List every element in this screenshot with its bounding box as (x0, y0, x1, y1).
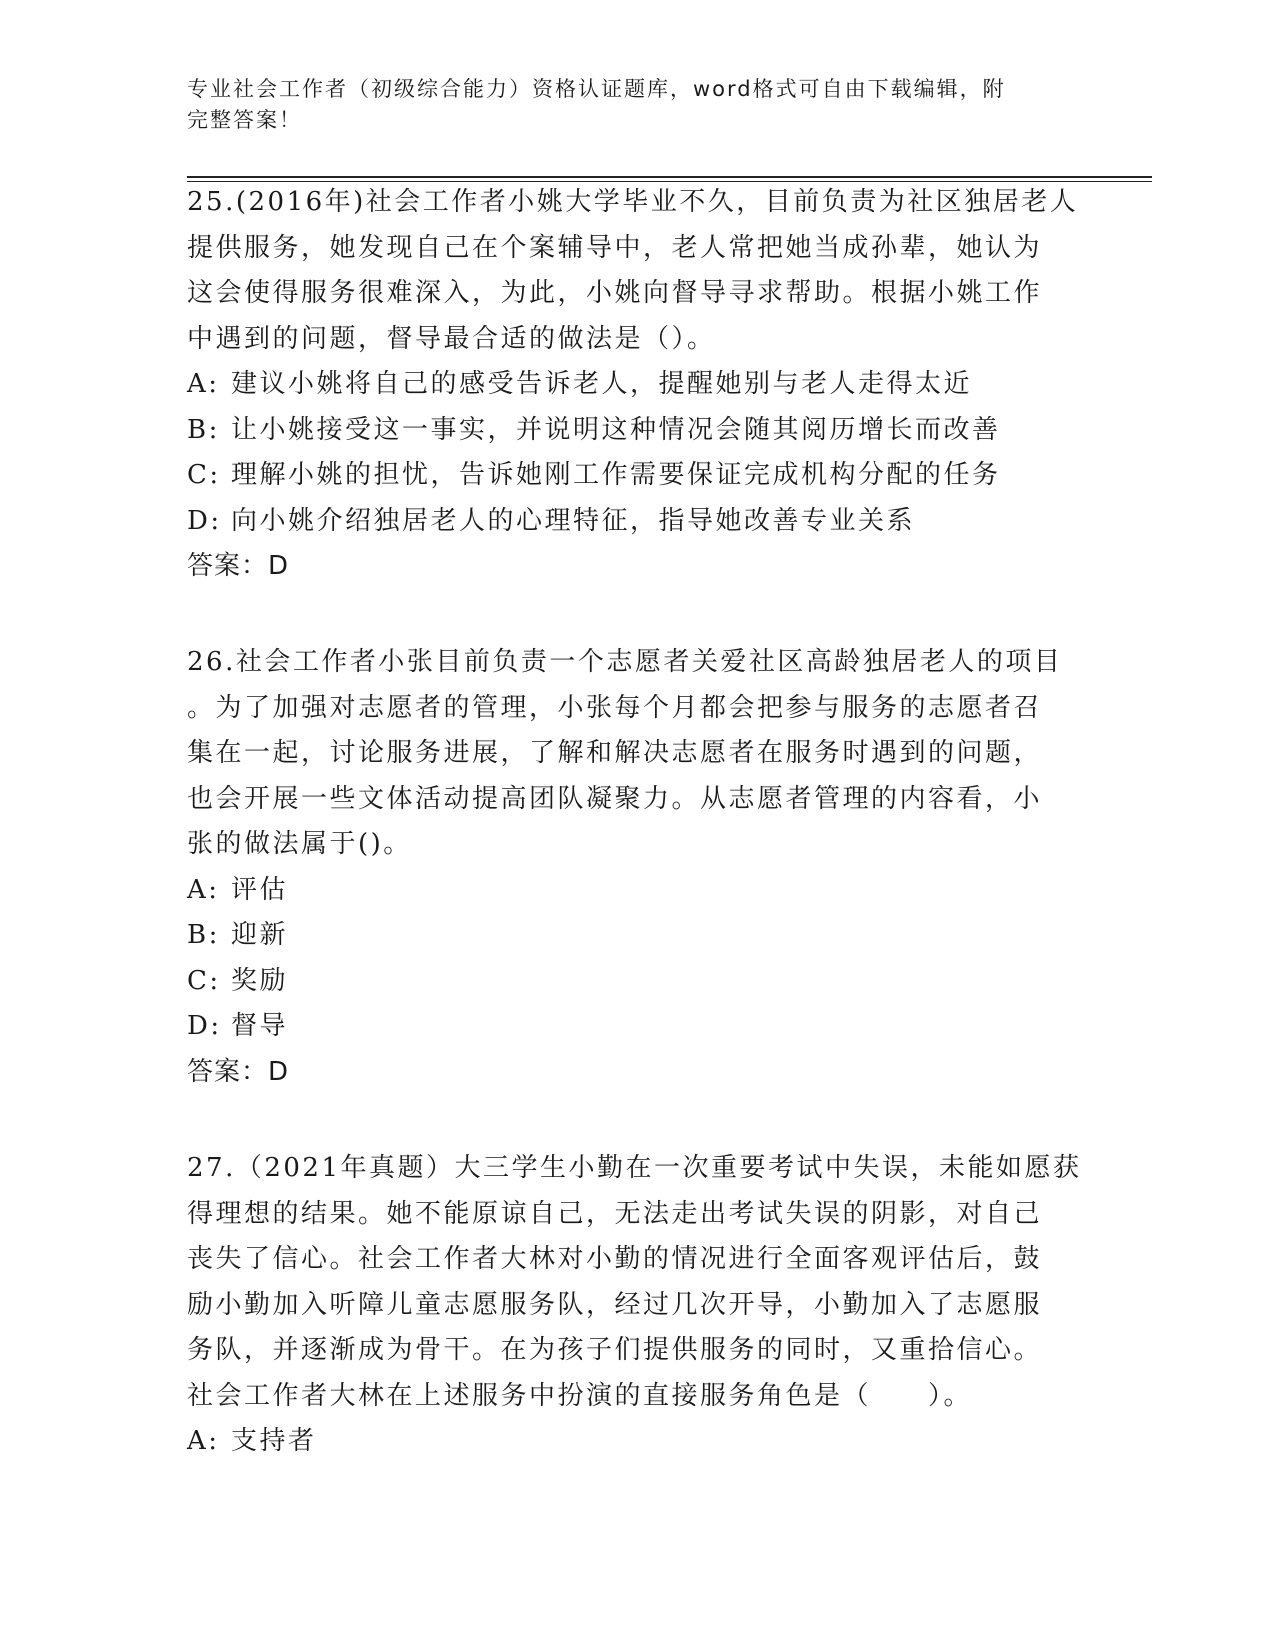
option-letter: A: (187, 1426, 220, 1456)
option-letter: D: (187, 1011, 222, 1041)
stem-line: 也会开展一些文体活动提高团队凝聚力。从志愿者管理的内容看，小 (187, 783, 1043, 814)
option-text: 支持者 (231, 1426, 317, 1456)
option-c (187, 959, 1087, 1005)
stem-line: 27.（2021年真题）大三学生小勤在一次重要考试中失误，未能如愿获 (187, 1153, 1082, 1183)
stem-line: 提供服务，她发现自己在个案辅导中，老人常把她当成孙辈，她认为 (187, 232, 1043, 263)
option-text: 理解小姚的担忧，告诉她刚工作需要保证完成机构分配的任务 (231, 460, 1001, 490)
stem-line: 张的做法属于()。 (187, 829, 412, 859)
option-text: 迎新 (231, 920, 289, 950)
option-letter: D: (187, 505, 222, 536)
option-a (187, 362, 1087, 408)
stem-line: 社会工作者大林在上述服务中扮演的直接服务角色是（ ）。 (187, 1380, 973, 1411)
option-letter: A: (187, 369, 220, 399)
question-25 (187, 180, 1087, 590)
question-26 (187, 640, 1087, 1095)
option-text: 建议小姚将自己的感受告诉老人，提醒她别与老人走得太近 (231, 369, 973, 399)
option-letter: A: (187, 874, 220, 905)
option-text: 督导 (231, 1011, 289, 1041)
option-letter: B: (187, 414, 220, 445)
option-text: 让小姚接受这一事实，并说明这种情况会随其阅历增长而改善 (231, 414, 1001, 445)
question-27 (187, 1146, 1087, 1465)
option-c (187, 453, 1087, 499)
option-text: 向小姚介绍独居老人的心理特征，指导她改善专业关系 (231, 505, 916, 536)
option-letter: B: (187, 920, 220, 950)
option-letter: C: (187, 965, 221, 996)
header-divider (187, 176, 1152, 178)
stem-line: 得理想的结果。她不能原谅自己，无法走出考试失误的阴影，对自己 (187, 1198, 1043, 1229)
answer-line: 答案：D (187, 1056, 290, 1087)
option-text: 评估 (231, 874, 289, 905)
option-b (187, 913, 1087, 959)
header-line: 完整答案！ (187, 108, 302, 132)
question-stem (187, 180, 1087, 362)
option-d (187, 1004, 1087, 1050)
option-b (187, 408, 1087, 454)
question-stem (187, 640, 1087, 868)
stem-line: 这会使得服务很难深入，为此，小姚向督导寻求帮助。根据小姚工作 (187, 278, 1043, 308)
stem-line: 26.社会工作者小张目前负责一个志愿者关爱社区高龄独居老人的项目 (187, 647, 1063, 677)
option-a (187, 868, 1087, 914)
answer-line: 答案：D (187, 551, 290, 581)
option-text: 奖励 (231, 965, 289, 996)
stem-line: 丧失了信心。社会工作者大林对小勤的情况进行全面客观评估后，鼓 (187, 1244, 1043, 1274)
option-a (187, 1419, 1087, 1465)
option-letter: C: (187, 460, 221, 490)
header-line: 专业社会工作者（初级综合能力）资格认证题库，word格式可自由下载编辑，附 (187, 77, 1006, 101)
question-stem (187, 1146, 1087, 1419)
stem-line: 中遇到的问题，督导最合适的做法是（）。 (187, 323, 716, 354)
stem-line: 。为了加强对志愿者的管理，小张每个月都会把参与服务的志愿者召 (187, 692, 1043, 723)
stem-line: 集在一起，讨论服务进展，了解和解决志愿者在服务时遇到的问题， (187, 738, 1043, 768)
stem-line: 务队，并逐渐成为骨干。在为孩子们提供服务的同时，又重拾信心。 (187, 1335, 1043, 1365)
option-d (187, 499, 1087, 545)
page-header (187, 74, 1067, 136)
stem-line: 25.(2016年)社会工作者小姚大学毕业不久，目前负责为社区独居老人 (187, 187, 1079, 217)
stem-line: 励小勤加入听障儿童志愿服务队，经过几次开导，小勤加入了志愿服 (187, 1289, 1043, 1320)
